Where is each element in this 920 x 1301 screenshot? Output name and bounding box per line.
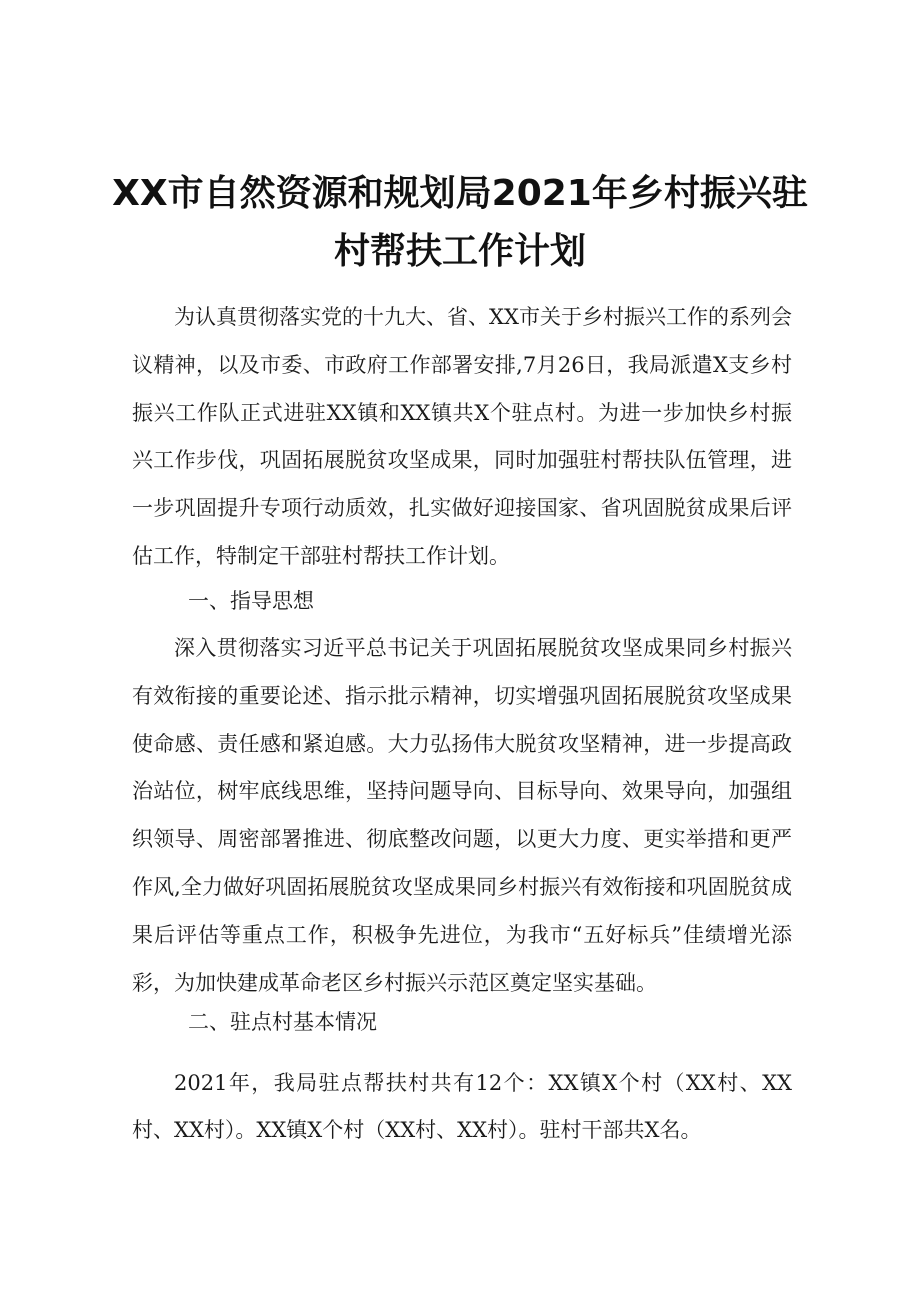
village-basics-paragraph: 2021年，我局驻点帮扶村共有12个：XX镇X个村（XX村、XX村、XX村）。XX镇X个村（XX村、XX村）。驻村干部共X名。 (132, 1071, 792, 1142)
section-heading-village-basics: 二、驻点村基本情况 (188, 1010, 377, 1034)
guiding-ideology-paragraph: 深入贯彻落实习近平总书记关于巩固拓展脱贫攻坚成果同乡村振兴有效衔接的重要论述、指示批示精神，切实增强巩固拓展脱贫攻坚成果使命感、责任感和紧迫感。大力弘扬伟大脱贫攻坚精神，进一步提高政治站位，树牢底线思维，坚持问题导向、目标导向、效果导向，加强组织领导、周密部署推进、彻底整改问题，以更大力度、更实举措和更严作风,全力做好巩固拓展脱贫攻坚成果同乡村振兴有效衔接和巩固脱贫成果后评估等重点工作，积极争先进位，为我市“五好标兵”佳绩增光添彩，为加快建成革命老区乡村振兴示范区奠定坚实基础。 (132, 636, 792, 995)
intro-paragraph: 为认真贯彻落实党的十九大、省、XX市关于乡村振兴工作的系列会议精神，以及市委、市政府工作部署安排,7月26日，我局派遣X支乡村振兴工作队正式进驻XX镇和XX镇共X个驻点村。为进一步加快乡村振兴工作步伐，巩固拓展脱贫攻坚成果，同时加强驻村帮扶队伍管理，进一步巩固提升专项行动质效，扎实做好迎接国家、省巩固脱贫成果后评估工作，特制定干部驻村帮扶工作计划。 (132, 305, 792, 568)
section-heading-guiding-ideology: 一、指导思想 (188, 589, 314, 613)
document-title-line-2: 村帮扶工作计划 (333, 231, 586, 272)
document-title-line-1: XX市自然资源和规划局2021年乡村振兴驻 (112, 173, 808, 214)
